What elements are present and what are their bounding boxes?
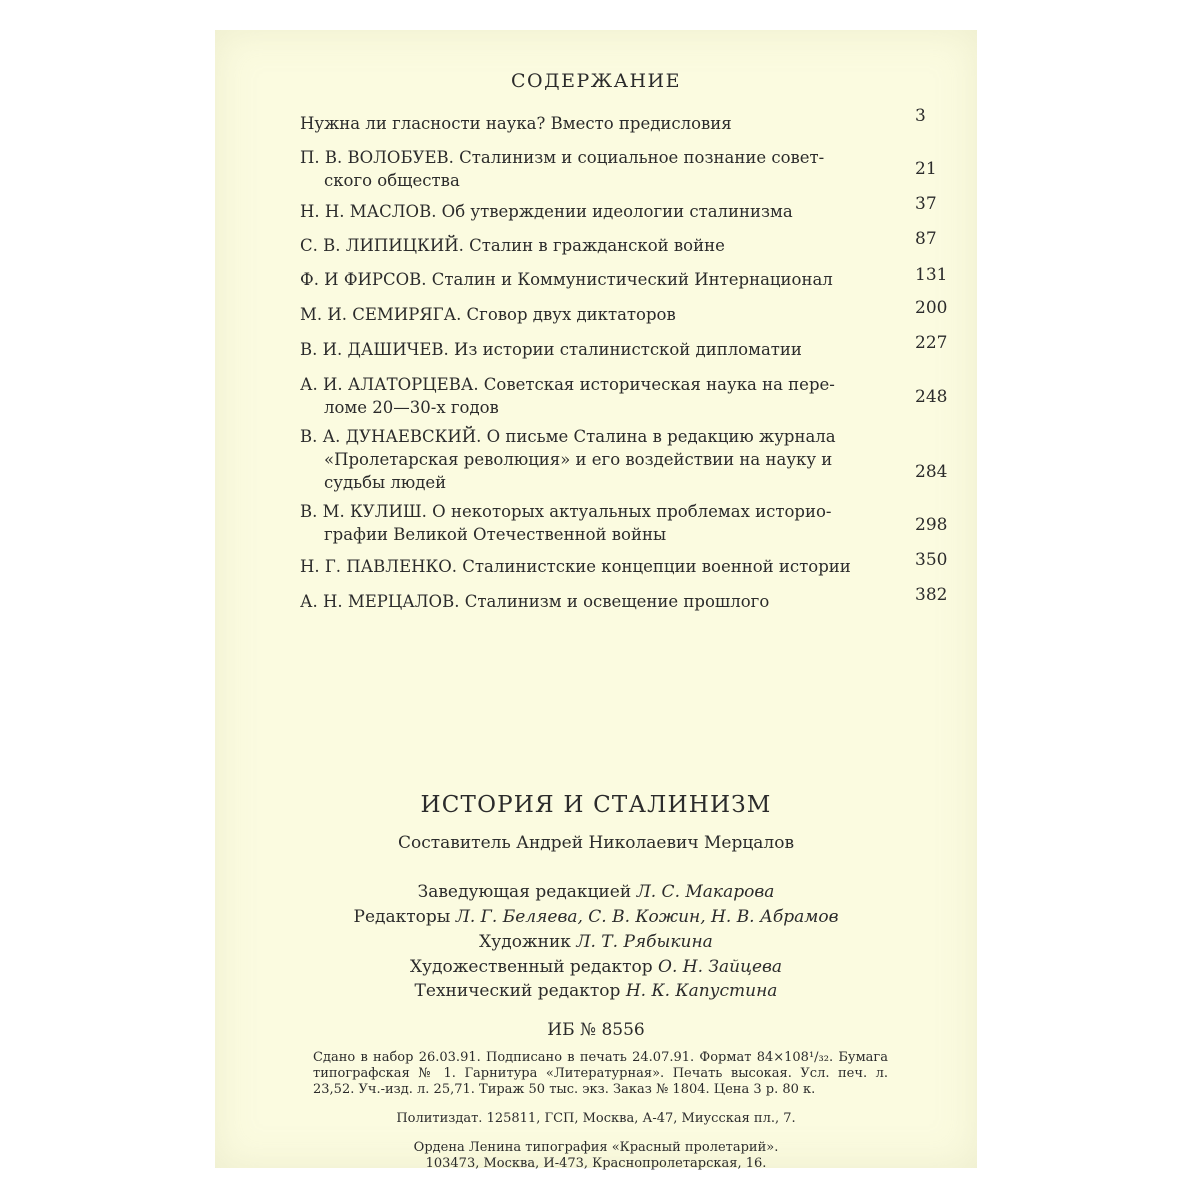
credit-role: Художник <box>479 932 571 952</box>
toc-entry-text: Н. Г. ПАВЛЕНКО. Сталинистские концепции военной истории <box>300 557 851 576</box>
credit-role: Заведующая редакцией <box>417 882 632 902</box>
credit-line <box>215 957 977 977</box>
toc-entry-text-continued: ломе 20—30-х годов <box>324 398 499 417</box>
toc-entry-text-continued: судьбы людей <box>324 473 447 492</box>
credit-line <box>215 932 977 952</box>
credit-role: Художественный редактор <box>409 957 653 977</box>
publisher-address: Политиздат. 125811, ГСП, Москва, А-47, Миусская пл., 7. <box>396 1111 796 1126</box>
imprint-details: Сдано в набор 26.03.91. Подписано в печать 24.07.91. Формат 84×108¹/₃₂. Бумага типографская № 1. Гарнитура «Литературная». Печать высокая. Усл. печ. л. 23,52. Уч.-изд. л. 25,71. Тираж 50 тыс. экз. Заказ № 1804. Цена 3 р. 80 к. <box>313 1050 888 1097</box>
toc-page-number: 87 <box>915 229 937 249</box>
toc-page-number: 350 <box>915 550 948 570</box>
toc-entry <box>300 425 890 494</box>
toc-entry-text: В. И. ДАШИЧЕВ. Из истории сталинистской дипломатии <box>300 340 802 359</box>
credit-role: Технический редактор <box>414 981 621 1001</box>
toc-entry <box>300 373 890 419</box>
toc-page-number: 37 <box>915 194 937 214</box>
toc-page-number: 298 <box>915 515 948 535</box>
credit-line <box>215 907 977 927</box>
toc-entry-text-continued: ского общества <box>324 171 460 190</box>
ib-number: ИБ № 8556 <box>547 1020 645 1040</box>
toc-entry-text: Ф. И ФИРСОВ. Сталин и Коммунистический Интернационал <box>300 270 833 289</box>
compiler-line: Составитель Андрей Николаевич Мерцалов <box>397 833 795 853</box>
toc-page-number: 248 <box>915 387 948 407</box>
toc-page-number: 3 <box>915 106 926 126</box>
toc-entry <box>300 303 890 326</box>
book-title: ИСТОРИЯ И СТАЛИНИЗМ <box>420 792 772 818</box>
credit-role: Редакторы <box>353 907 451 927</box>
toc-entry-text: А. И. АЛАТОРЦЕВА. Советская историческая наука на пере- <box>300 375 835 394</box>
book-page <box>215 30 977 1171</box>
credit-name: Л. Т. Рябыкина <box>576 932 713 952</box>
toc-entry <box>300 234 890 257</box>
printer-address: 103473, Москва, И-473, Краснопролетарская, 16. <box>425 1156 767 1171</box>
credit-name: Н. К. Капустина <box>625 981 778 1001</box>
toc-page-number: 200 <box>915 298 948 318</box>
credit-name: Л. Г. Беляева, С. В. Кожин, Н. В. Абрамов <box>455 907 839 927</box>
toc-page-number: 21 <box>915 159 937 179</box>
toc-page-number: 382 <box>915 585 948 605</box>
toc-entry-text: Н. Н. МАСЛОВ. Об утверждении идеологии сталинизма <box>300 202 793 221</box>
toc-entry-text-continued: «Пролетарская революция» и его воздействии на науку и <box>324 450 833 469</box>
toc-page-number: 227 <box>915 333 948 353</box>
toc-page-number: 131 <box>915 265 948 285</box>
toc-entry <box>300 500 890 546</box>
toc-entry <box>300 112 890 135</box>
credit-line <box>215 981 977 1001</box>
toc-entry <box>300 555 890 578</box>
credit-line <box>215 882 977 902</box>
toc-entry-text: П. В. ВОЛОБУЕВ. Сталинизм и социальное познание совет- <box>300 148 825 167</box>
toc-entry-text: В. М. КУЛИШ. О некоторых актуальных проблемах историо- <box>300 502 832 521</box>
toc-entry <box>300 590 890 613</box>
toc-entry <box>300 268 890 291</box>
printer-name: Ордена Ленина типография «Красный пролетарий». <box>413 1140 779 1155</box>
toc-entry <box>300 338 890 361</box>
toc-entry-text: Нужна ли гласности наука? Вместо предисловия <box>300 114 732 133</box>
toc-entry-text: А. Н. МЕРЦАЛОВ. Сталинизм и освещение прошлого <box>300 592 770 611</box>
credit-name: О. Н. Зайцева <box>658 957 783 977</box>
toc-entry <box>300 200 890 223</box>
toc-entry-text: В. А. ДУНАЕВСКИЙ. О письме Сталина в редакцию журнала <box>300 427 836 446</box>
toc-page-number: 284 <box>915 462 948 482</box>
toc-title: СОДЕРЖАНИЕ <box>511 70 681 92</box>
credit-name: Л. С. Макарова <box>636 882 775 902</box>
toc-entry <box>300 146 890 192</box>
toc-entry-text: М. И. СЕМИРЯГА. Сговор двух диктаторов <box>300 305 676 324</box>
toc-entry-text-continued: графии Великой Отечественной войны <box>324 525 667 544</box>
toc-entry-text: С. В. ЛИПИЦКИЙ. Сталин в гражданской войне <box>300 236 725 255</box>
